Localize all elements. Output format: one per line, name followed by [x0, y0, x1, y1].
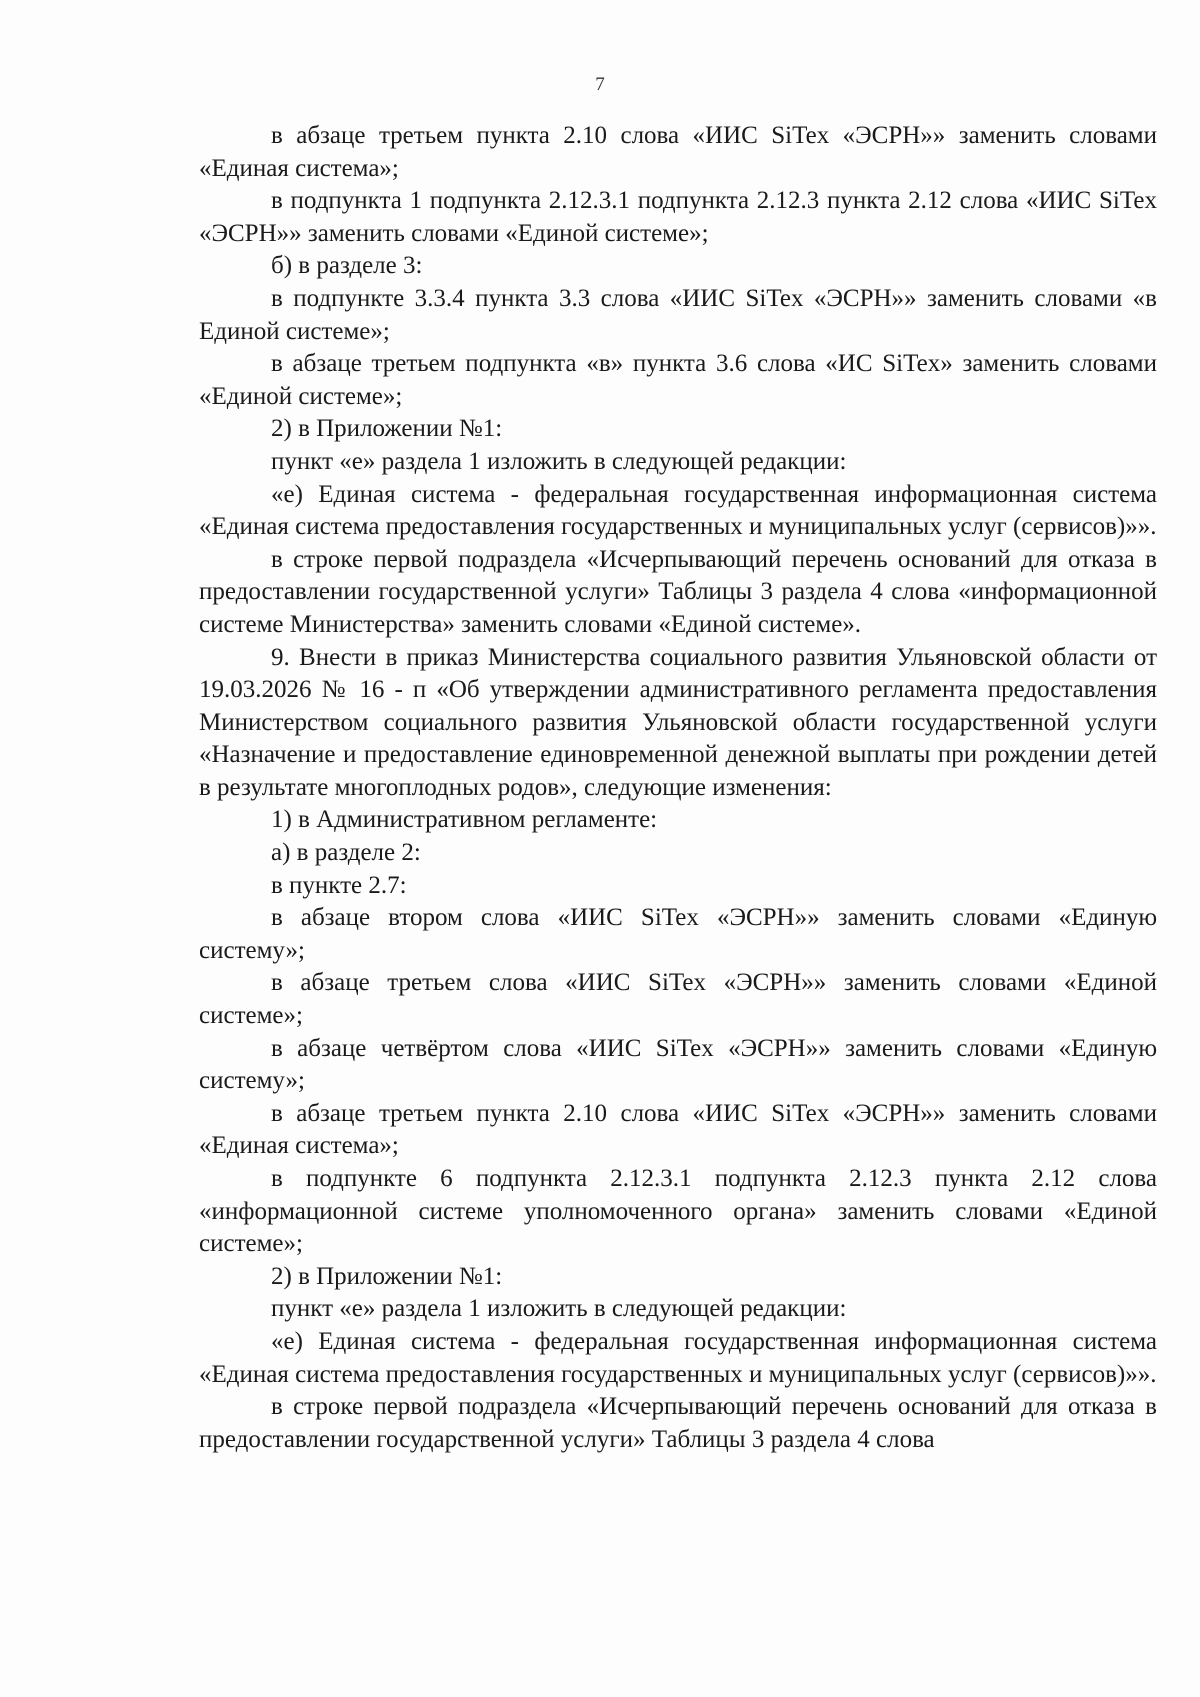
paragraph: в абзаце третьем пункта 2.10 слова «ИИС SiTex «ЭСРН»» заменить словами «Единая система»; — [199, 1099, 1157, 1160]
paragraph: «е) Единая система - федеральная государственная информационная система «Единая система предоставления государственных и муниципальных услуг (сервисов)»». — [199, 1327, 1157, 1388]
paragraph: в абзаце втором слова «ИИС SiTex «ЭСРН»» заменить словами «Единую систему»; — [199, 904, 1157, 964]
paragraph: в абзаце третьем слова «ИИС SiTex «ЭСРН»» заменить словами «Единой системе»; — [199, 969, 1157, 1030]
paragraph: «е) Единая система - федеральная государственная информационная система «Единая система предоставления государственных и муниципальных услуг (сервисов)»». — [199, 480, 1157, 541]
paragraph: в подпункте 3.3.4 пункта 3.3 слова «ИИС SiTex «ЭСРН»» заменить словами «в Единой системе»; — [199, 284, 1157, 345]
paragraph: в пункте 2.7: — [271, 871, 407, 899]
paragraph: пункт «е» раздела 1 изложить в следующей редакции: — [271, 447, 847, 475]
paragraph: в строке первой подраздела «Исчерпывающий перечень оснований для отказа в предоставлении государственной услуги» Таблицы 3 раздела 4 слова «информационной системе Министерства» заменить словами «Единой системе». — [199, 545, 1157, 638]
paragraph: 1) в Административном регламенте: — [271, 806, 658, 834]
paragraph: в абзаце четвёртом слова «ИИС SiTex «ЭСРН»» заменить словами «Единую систему»; — [199, 1034, 1157, 1095]
paragraph: 9. Внести в приказ Министерства социального развития Ульяновской области от 19.03.2026 № 16 - п «Об утверждении административного регламента предоставления Министерством социального развития Ульяновской области государственной услуги «Назначение и предоставление единовременной денежной выплаты при рождении детей в результате многоплодных родов», следующие изменения: — [199, 643, 1157, 801]
paragraph: в подпункте 6 подпункта 2.12.3.1 подпункта 2.12.3 пункта 2.12 слова «информационной системе уполномоченного органа» заменить словами «Единой системе»; — [199, 1165, 1157, 1258]
paragraph: в абзаце третьем подпункта «в» пункта 3.6 слова «ИС SiTex» заменить словами «Единой системе»; — [199, 350, 1157, 410]
paragraph: 2) в Приложении №1: — [271, 415, 503, 443]
paragraph: в абзаце третьем пункта 2.10 слова «ИИС SiTex «ЭСРН»» заменить словами «Единая система»; — [199, 122, 1157, 182]
paragraph: в строке первой подраздела «Исчерпывающий перечень оснований для отказа в предоставлении государственной услуги» Таблицы 3 раздела 4 слова — [199, 1393, 1157, 1453]
paragraph: в подпункта 1 подпункта 2.12.3.1 подпункта 2.12.3 пункта 2.12 слова «ИИС SiTex «ЭСРН»» заменить словами «Единой системе»; — [199, 187, 1157, 247]
paragraph: а) в разделе 2: — [271, 839, 421, 867]
paragraph: б) в разделе 3: — [271, 252, 423, 280]
document-body — [199, 120, 1157, 1456]
paragraph: 2) в Приложении №1: — [271, 1262, 503, 1290]
paragraph: пункт «е» раздела 1 изложить в следующей редакции: — [271, 1295, 847, 1323]
page-number: 7 — [595, 74, 605, 95]
